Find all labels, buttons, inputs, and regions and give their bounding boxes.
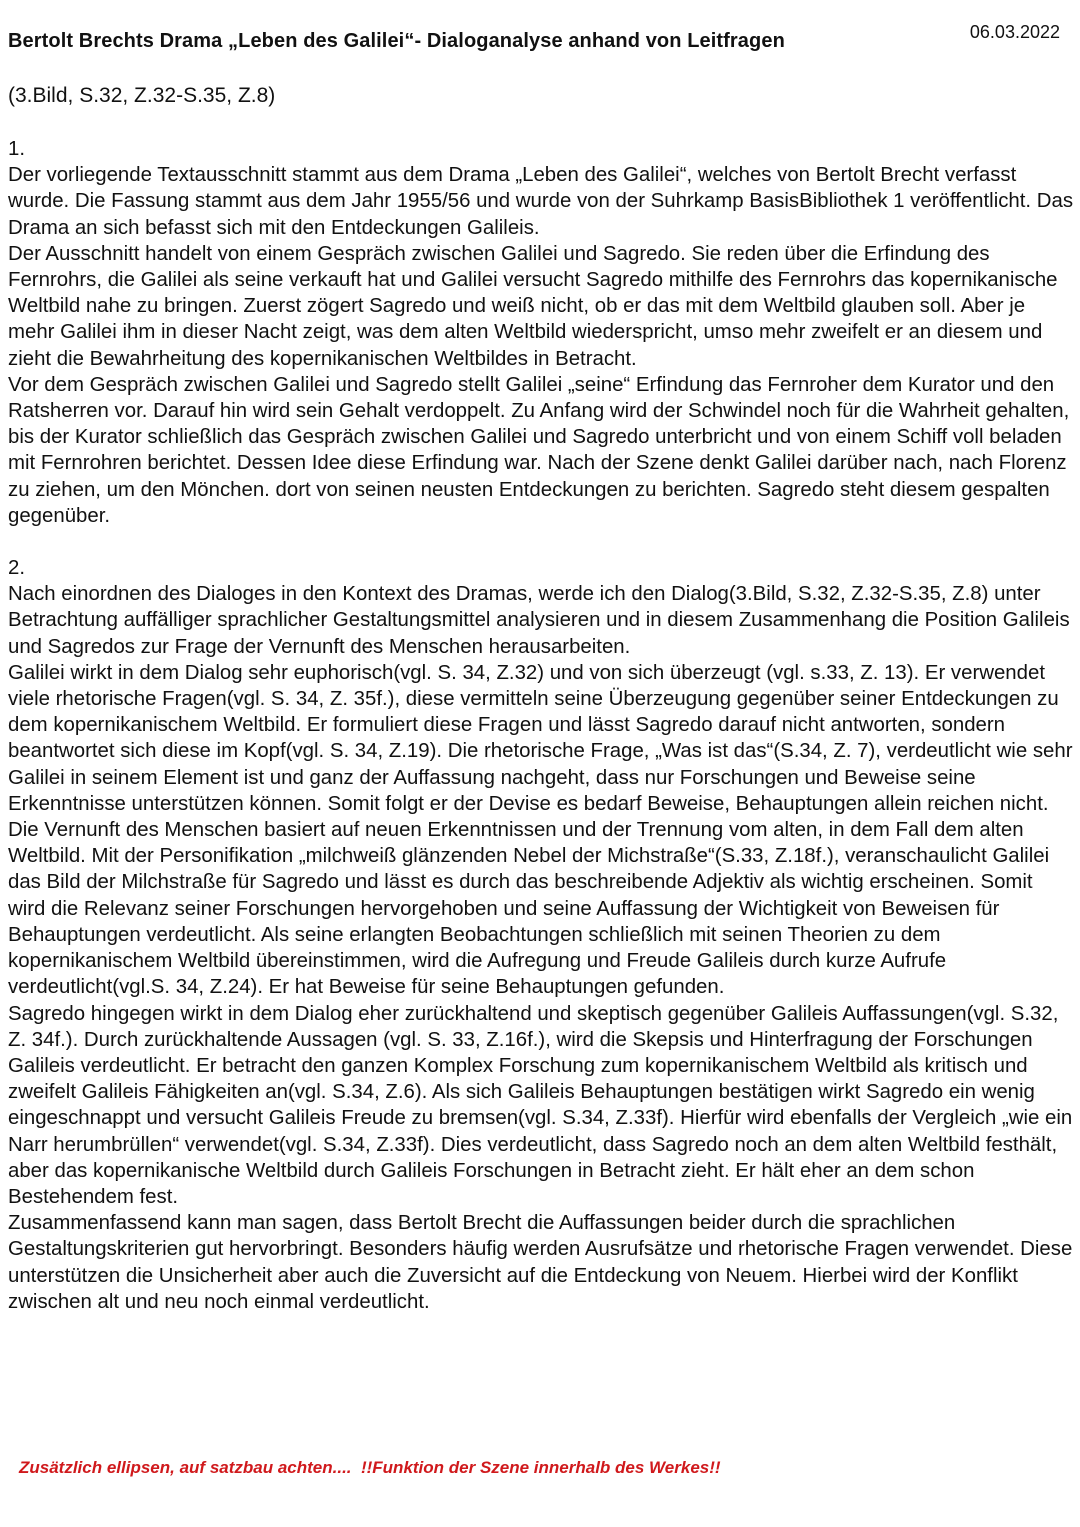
teacher-note: Zusätzlich ellipsen, auf satzbau achten.... !!Funktion der Szene innerhalb des Werkes!!	[19, 1458, 721, 1477]
paragraph: Zusammenfassend kann man sagen, dass Bertolt Brecht die Auffassungen beider durch die sprachlichen Gestaltungskriterien gut hervorbringt. Besonders häufig werden Ausrufsätze und rhetorische Fragen verwendet. Diese unterstützen die Unsicherheit aber auch die Zuversicht auf die Entdeckung von Neuem. Hierbei wird der Konflikt zwischen alt und neu noch einmal verdeutlicht.	[8, 1212, 1073, 1313]
document-body	[8, 136, 1074, 1315]
document-title: Bertolt Brechts Drama „Leben des Galilei“- Dialoganalyse anhand von Leitfragen	[8, 30, 785, 52]
paragraph-gap	[8, 529, 1074, 555]
paragraph: Der Ausschnitt handelt von einem Gespräch zwischen Galilei und Sagredo. Sie reden über die Erfindung des Fernrohrs, die Galilei als seine verkauft hat und Galilei versucht Sagredo mithilfe des Fernrohrs das kopernikanische Weltbild nahe zu bringen. Zuerst zögert Sagredo und weiß nicht, ob er das mit dem Weltbild glauben soll. Aber je mehr Galilei ihm in dieser Nacht zeigt, was dem alten Weltbild wiederspricht, umso mehr zweifelt er an diesem und zieht die Bewahrheitung des kopernikanischen Weltbildes in Betracht.	[8, 242, 1058, 370]
paragraph: Der vorliegende Textausschnitt stammt aus dem Drama „Leben des Galilei“, welches von Bertolt Brecht verfasst wurde. Die Fassung stammt aus dem Jahr 1955/56 und wurde von der Suhrkamp BasisBibliothek 1 veröffentlicht. Das Drama an sich befasst sich mit den Entdeckungen Galileis.	[8, 164, 1074, 239]
paragraph: Vor dem Gespräch zwischen Galilei und Sagredo stellt Galilei „seine“ Erfindung das Fernroher dem Kurator und den Ratsherren vor. Darauf hin wird sein Gehalt verdoppelt. Zu Anfang wird der Schwindel noch für die Wahrheit gehalten, bis der Kurator schließlich das Gespräch zwischen Galilei und Sagredo unterbricht und von einem Schiff voll beladen mit Fernrohren berichtet. Dessen Idee diese Erfindung war. Nach der Szene denkt Galilei darüber nach, nach Florenz zu ziehen, um den Mönchen. dort von seinen neusten Entdeckungen zu berichten. Sagredo steht diesem gespalten gegenüber.	[8, 373, 1070, 527]
section-number: 2.	[8, 557, 26, 580]
paragraph: Sagredo hingegen wirkt in dem Dialog eher zurückhaltend und skeptisch gegenüber Galileis Auffassungen(vgl. S.32, Z. 34f.). Durch zurückhaltende Aussagen (vgl. S. 33, Z.16f.), wird die Skepsis und Hinterfragung der Forschungen Galileis verdeutlicht. Er betracht den ganzen Komplex Forschung zum kopernikanischem Weltbild als kritisch und zweifelt Galileis Fähigkeiten an(vgl. S.34, Z.6). Als sich Galileis Behauptungen bestätigen wirkt Sagredo ein wenig eingeschnappt und versucht Galileis Freude zu bremsen(vgl. S.34, Z.33f). Hierfür wird ebenfalls der Vergleich „wie ein Narr herumbrüllen“ verwendet(vgl. S.34, Z.33f). Dies verdeutlicht, dass Sagredo noch an dem alten Weltbild festhält, aber das kopernikanische Weltbild durch Galileis Forschungen in Betracht zieht. Er hält eher an dem schon Bestehendem fest.	[8, 1002, 1073, 1208]
section-2	[8, 555, 1074, 1315]
section-number: 1.	[8, 138, 26, 160]
section-1	[8, 136, 1074, 529]
paragraph: Galilei wirkt in dem Dialog sehr euphorisch(vgl. S. 34, Z.32) und von sich überzeugt (vgl. s.33, Z. 13). Er verwendet viele rhetorische Fragen(vgl. S. 34, Z. 35f.), diese vermitteln seine Überzeugung gegenüber seiner Entdeckungen zu dem kopernikanischem Weltbild. Er formuliert diese Fragen und lässt Sagredo darauf nicht antworten, sondern beantwortet sich diese im Kopf(vgl. S. 34, Z.19). Die rhetorische Frage, „Was ist das“(S.34, Z. 7), verdeutlicht wie sehr Galilei in seinem Element ist und ganz der Auffassung nachgeht, dass nur Forschungen und Beweise seine Erkenntnisse unterstützen können. Somit folgt er der Devise es bedarf Beweise, Behauptungen allein reichen nicht. Die Vernunft des Menschen basiert auf neuen Erkenntnissen und der Trennung vom alten, in dem Fall dem alten Weltbild. Mit der Personifikation „milchweiß glänzenden Nebel der Michstraße“(S.33, Z.18f.), veranschaulicht Galilei das Bild der Milchstraße für Sagredo und lässt es durch das beschreibende Adjektiv als wichtig erscheinen. Somit wird die Relevanz seiner Forschungen hervorgehoben und seine Auffassung der Wichtigkeit von Beweisen für Behauptungen verdeutlicht. Als seine erlangten Beobachtungen schließlich mit seinen Theorien zu dem kopernikanischem Weltbild übereinstimmen, wird die Aufregung und Freude Galileis durch kurze Aufrufe verdeutlicht(vgl.S. 34, Z.24). Er hat Beweise für seine Behauptungen gefunden.	[8, 661, 1073, 999]
text-reference: (3.Bild, S.32, Z.32-S.35, Z.8)	[8, 84, 276, 107]
document-date: 06.03.2022	[969, 22, 1060, 42]
paragraph: Nach einordnen des Dialoges in den Kontext des Dramas, werde ich den Dialog(3.Bild, S.32, Z.32-S.35, Z.8) unter Betrachtung auffälliger sprachlicher Gestaltungsmittel analysieren und in diesem Zusammenhang die Position Galileis und Sagredos zur Frage der Vernunft des Menschen herausarbeiten.	[8, 583, 1070, 658]
